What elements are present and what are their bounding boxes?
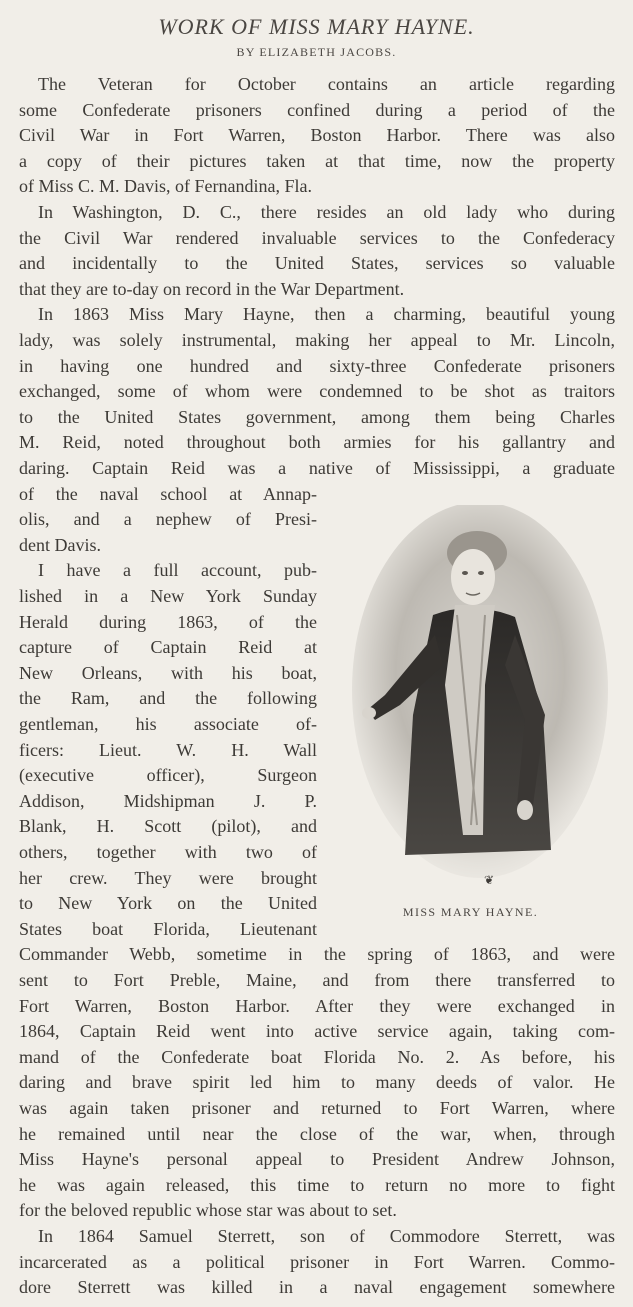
text-line: olis, and a nephew of Presi- — [19, 509, 317, 529]
text-line: ficers: Lieut. W. H. Wall — [19, 740, 317, 760]
article-byline: BY ELIZABETH JACOBS. — [236, 45, 397, 59]
portrait-photo — [345, 505, 610, 885]
text-line: M. Reid, noted throughout both armies for his gallantry and — [19, 432, 615, 452]
article-title: WORK OF MISS MARY HAYNE. — [158, 14, 475, 39]
text-line: the Ram, and the following — [19, 688, 317, 708]
text-line: Commander Webb, sometime in the spring of 1863, and were — [19, 944, 615, 964]
text-line: The Veteran for October contains an article regarding — [38, 74, 615, 94]
text-line: he remained until near the close of the war, when, through — [19, 1124, 615, 1144]
text-line: some Confederate prisoners confined during a period of the — [19, 100, 615, 120]
text-line: lady, was solely instrumental, making her appeal to Mr. Lincoln, — [19, 330, 615, 350]
portrait-illustration — [345, 505, 610, 885]
text-line: incarcerated as a political prisoner in Fort Warren. Commo- — [19, 1252, 615, 1272]
text-line: mand of the Confederate boat Florida No. 2. As before, his — [19, 1047, 615, 1067]
text-line: Fort Warren, Boston Harbor. After they were exchanged in — [19, 996, 615, 1016]
text-line: In 1864 Samuel Sterrett, son of Commodore Sterrett, was — [38, 1226, 615, 1246]
text-line: daring and brave spirit led him to many deeds of valor. He — [19, 1072, 615, 1092]
text-line: was again taken prisoner and returned to Fort Warren, where — [19, 1098, 615, 1118]
text-line: a copy of their pictures taken at that time, now the property — [19, 151, 615, 171]
text-line: In Washington, D. C., there resides an old lady who during — [38, 202, 615, 222]
text-line: Blank, H. Scott (pilot), and — [19, 816, 317, 836]
text-line: exchanged, some of whom were condemned to be shot as traitors — [19, 381, 615, 401]
text-line: Civil War in Fort Warren, Boston Harbor. There was also — [19, 125, 615, 145]
text-line: to New York on the United — [19, 893, 317, 913]
text-line: he was again released, this time to return no more to fight — [19, 1175, 615, 1195]
text-line: of the naval school at Annap- — [19, 484, 317, 504]
text-line: New Orleans, with his boat, — [19, 663, 317, 683]
text-line: Herald during 1863, of the — [19, 612, 317, 632]
text-line: dore Sterrett was killed in a naval engagement somewhere — [19, 1277, 615, 1297]
text-line: In 1863 Miss Mary Hayne, then a charming, beautiful young — [38, 304, 615, 324]
text-line: capture of Captain Reid at — [19, 637, 317, 657]
text-line: I have a full account, pub- — [38, 560, 317, 580]
text-line: dent Davis. — [19, 535, 101, 555]
text-line: sent to Fort Preble, Maine, and from there transferred to — [19, 970, 615, 990]
text-line: Addison, Midshipman J. P. — [19, 791, 317, 811]
figure-caption: MISS MARY HAYNE. — [402, 905, 539, 919]
text-line: others, together with two of — [19, 842, 317, 862]
text-line: for the beloved republic whose star was about to set. — [19, 1200, 397, 1220]
text-line: States boat Florida, Lieutenant — [19, 919, 317, 939]
text-line: the Civil War rendered invaluable services to the Confederacy — [19, 228, 615, 248]
text-line: lished in a New York Sunday — [19, 586, 317, 606]
text-line: (executive officer), Surgeon — [19, 765, 317, 785]
text-line: and incidentally to the United States, services so valuable — [19, 253, 615, 273]
text-line: in having one hundred and sixty-three Confederate prisoners — [19, 356, 615, 376]
text-line: her crew. They were brought — [19, 868, 317, 888]
text-line: that they are to-day on record in the War Department. — [19, 279, 405, 299]
text-line: 1864, Captain Reid went into active service again, taking com- — [19, 1021, 615, 1041]
text-line: of Miss C. M. Davis, of Fernandina, Fla. — [19, 176, 312, 196]
ornament-icon: ❦ — [484, 873, 495, 887]
text-line: daring. Captain Reid was a native of Mississippi, a graduate — [19, 458, 615, 478]
text-line: Miss Hayne's personal appeal to President Andrew Johnson, — [19, 1149, 615, 1169]
text-line: gentleman, his associate of- — [19, 714, 317, 734]
text-line: to the United States government, among them being Charles — [19, 407, 615, 427]
